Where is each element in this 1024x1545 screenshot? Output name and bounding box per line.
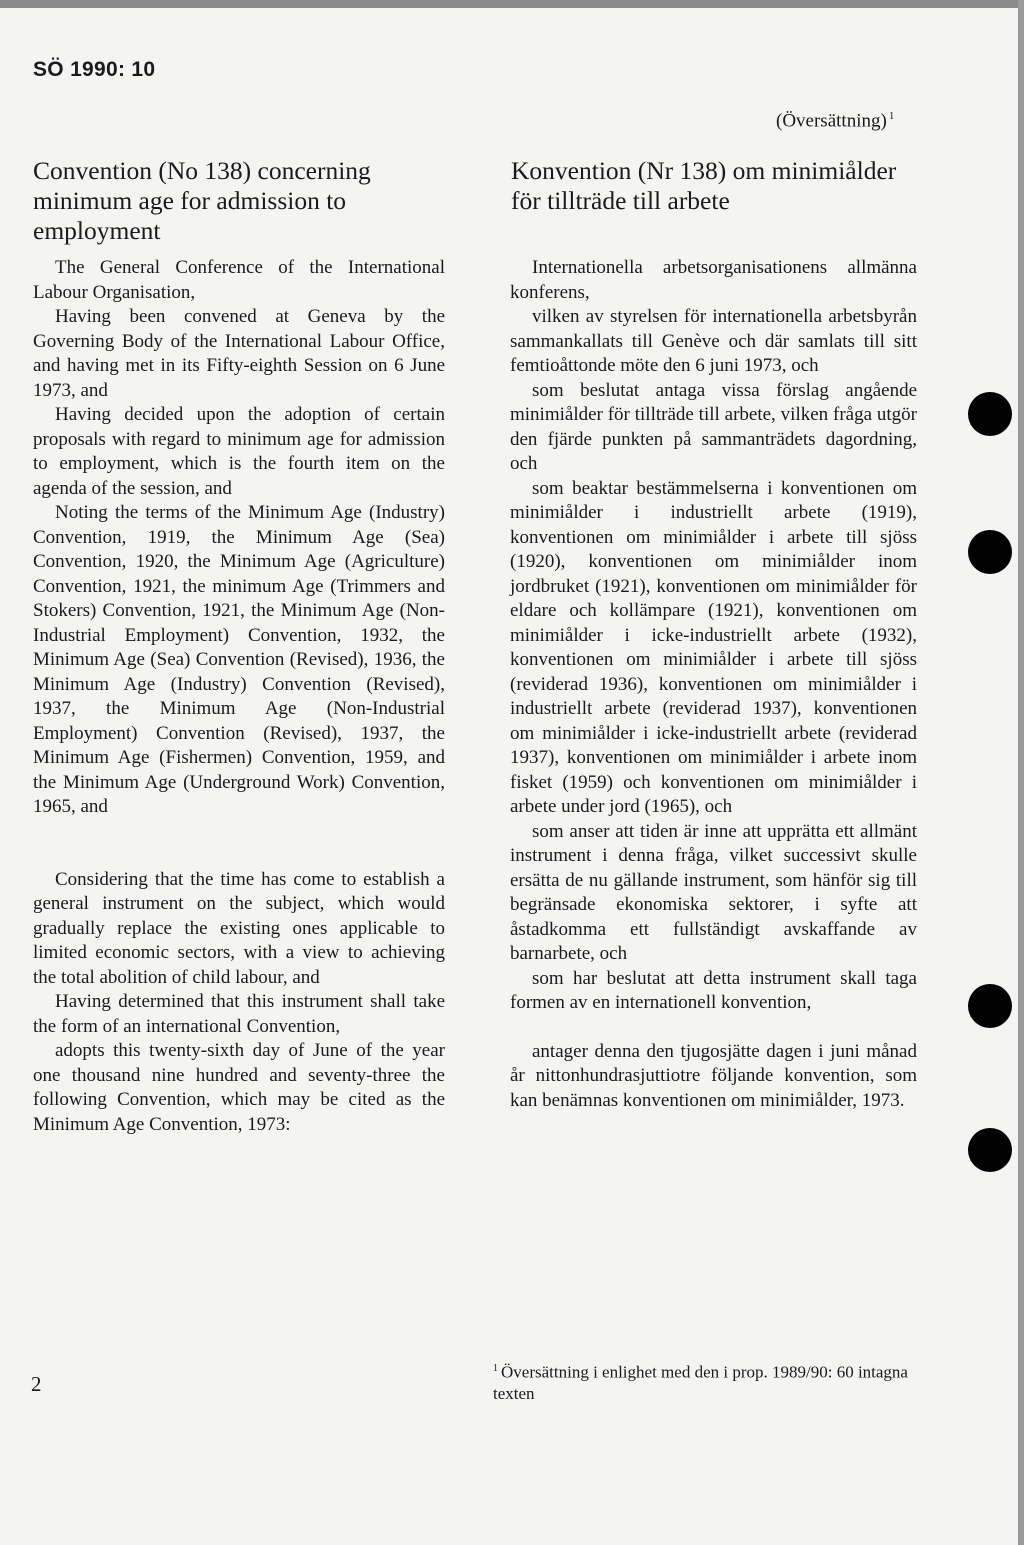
swedish-paragraph: Internationella arbetsorganisationens allmänna konferens, xyxy=(510,257,917,303)
swedish-paragraph: som anser att tiden är inne att upprätta ett allmänt instrument i denna fråga, vilket successivt skulle ersätta de nu gällande instrument, som hänför sig till begränsade ekonomiska sektorer, i syfte att åstadkomma ett fullständigt avskaffande av barnarbete, och xyxy=(510,820,917,964)
translation-footnote-marker: 1 xyxy=(888,110,895,122)
scan-edge-right xyxy=(1018,0,1024,1545)
english-paragraph: Noting the terms of the Minimum Age (Industry) Convention, 1919, the Minimum Age (Sea) Convention, 1920, the Minimum Age (Agriculture) Convention, 1921, the minimum Age (Trimmers and Stokers) Convention, 1921, the Minimum Age (Non-Industrial Employment) Convention, 1932, the Minimum Age (Sea) Convention (Revised), 1936, the Minimum Age (Industry) Convention (Revised), 1937, the Minimum Age (Non-Industrial Employment) Convention (Revised), 1937, the Minimum Age (Fishermen) Convention, 1959, and the Minimum Age (Underground Work) Convention, 1965, and xyxy=(33,502,445,817)
translation-label: (Översättning) $^1$ xyxy=(776,110,895,132)
swedish-paragraph: vilken av styrelsen för internationella arbetsbyrån sammankallats till Genève och där samlats till sitt femtioåttonde möte den 6 juni 1973, och xyxy=(510,306,917,376)
english-paragraph: The General Conference of the International Labour Organisation, xyxy=(33,257,445,303)
english-paragraph: Having been convened at Geneva by the Governing Body of the International Labour Office, and having met in its Fifty-eighth Session on 6 June 1973, and xyxy=(33,306,445,401)
punch-hole-mark xyxy=(968,530,1012,574)
scan-edge-top xyxy=(0,0,1024,8)
page-number: 2 xyxy=(31,1372,42,1396)
punch-hole-mark xyxy=(968,392,1012,436)
english-column xyxy=(33,256,445,1137)
footnote-marker: 1 xyxy=(493,1363,498,1374)
english-paragraph: Having determined that this instrument shall take the form of an international Convention, xyxy=(33,991,445,1037)
document-id: SÖ 1990: 10 xyxy=(33,58,156,81)
english-paragraph: adopts this twenty-sixth day of June of the year one thousand nine hundred and seventy-three the following Convention, which may be cited as the Minimum Age Convention, 1973: xyxy=(33,1040,445,1135)
swedish-paragraph: som har beslutat att detta instrument skall taga formen av en internationell konvention, xyxy=(510,967,917,1013)
footnote-text: Översättning i enlighet med den i prop. 1989/90: 60 intagna texten xyxy=(493,1362,908,1403)
swedish-paragraph: antager denna den tjugosjätte dagen i juni månad år nittonhundrasjuttiotre följande konvention, som kan benämnas konventionen om minimiålder, 1973. xyxy=(510,1040,917,1111)
english-title: Convention (No 138) concerning minimum age for admission to employment xyxy=(33,156,371,245)
punch-hole-mark xyxy=(968,984,1012,1028)
swedish-paragraph: som beslutat antaga vissa förslag angående minimiålder för tillträde till arbete, vilken fråga utgör den fjärde punkten på sammanträdets dagordning, och xyxy=(510,379,917,474)
english-paragraph: Considering that the time has come to establish a general instrument on the subject, which would gradually replace the existing ones applicable to limited economic sectors, with a view to achieving the total abolition of child labour, and xyxy=(33,868,445,988)
footnote xyxy=(493,1358,933,1404)
punch-hole-mark xyxy=(968,1128,1012,1172)
swedish-column xyxy=(510,256,917,1113)
english-paragraph: Having decided upon the adoption of certain proposals with regard to minimum age for admission to employment, which is the fourth item on the agenda of the session, and xyxy=(33,404,445,499)
swedish-title: Konvention (Nr 138) om minimiålder för tillträde till arbete xyxy=(511,156,897,215)
swedish-paragraph: som beaktar bestämmelserna i konventionen om minimiålder i industriellt arbete (1919), konventionen om minimiålder i arbete till sjöss (1920), konventionen om minimiålder inom jordbruket (1921), konventionen om minimiålder för eldare och kollämpare (1921), konventionen om minimiålder i icke-industriellt arbete (1932), konventionen om minimiålder i arbete till sjöss (reviderad 1936), konventionen om minimiålder i industriellt arbete (reviderad 1937), konventionen om minimiålder i icke-industriellt arbete (reviderad 1937), konventionen om minimiålder i arbete inom fisket (1959) och konventionen om minimiålder i arbete under jord (1965), och xyxy=(510,477,917,817)
